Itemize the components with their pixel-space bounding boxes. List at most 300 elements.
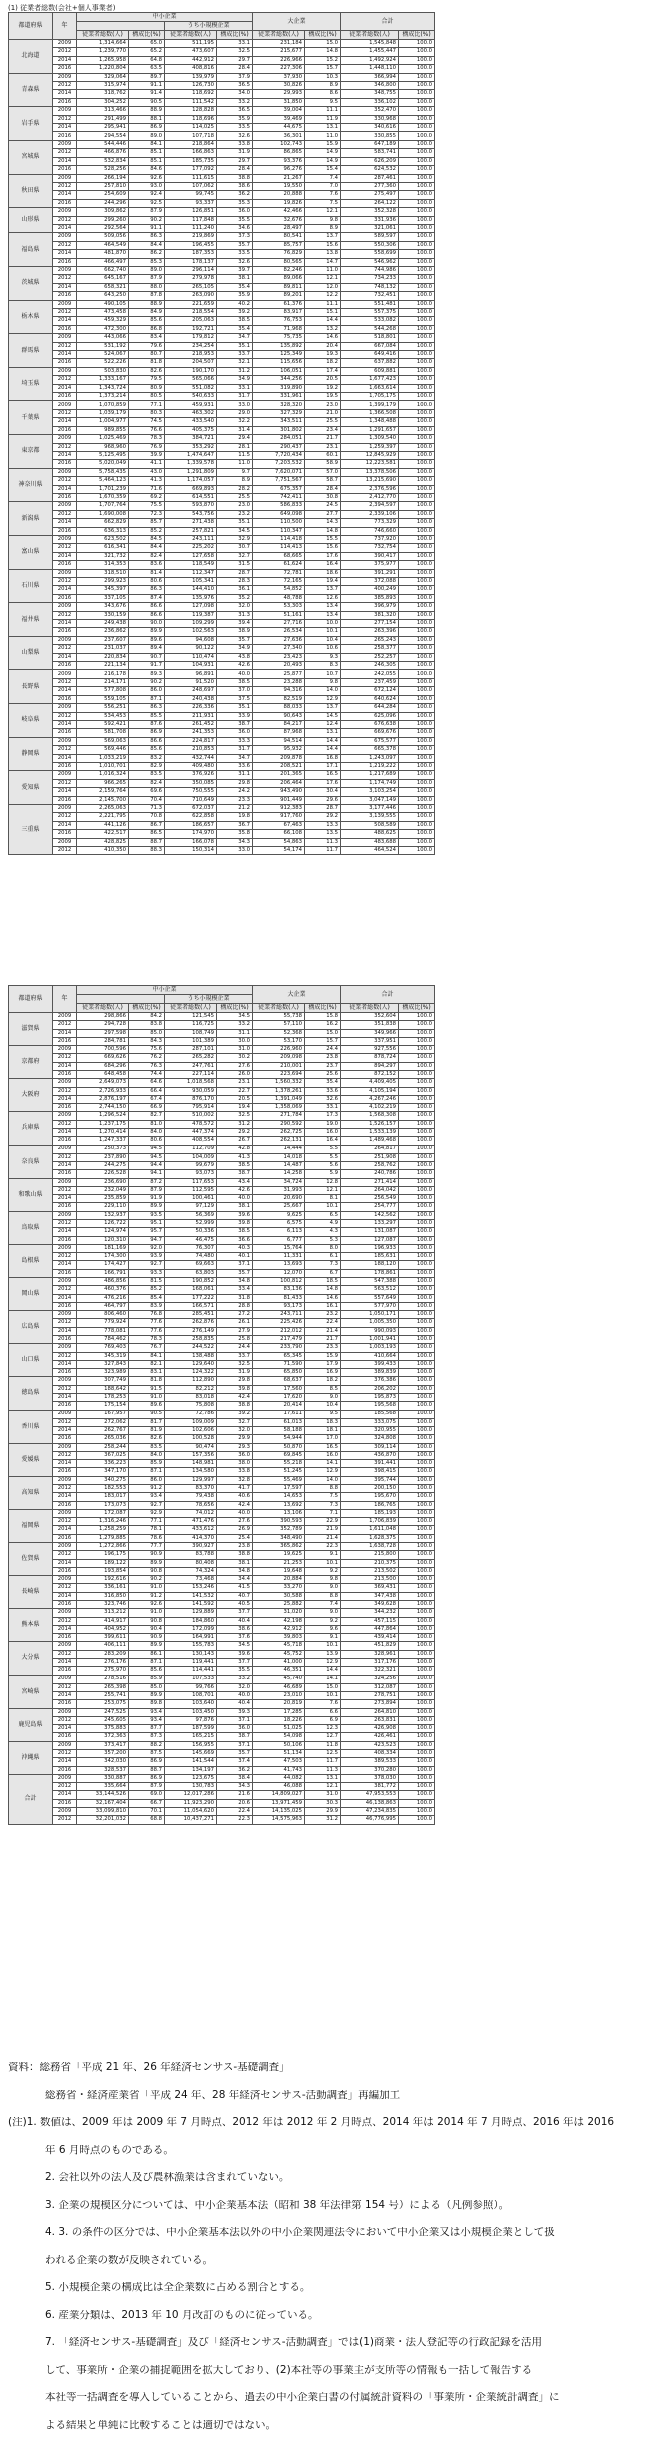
value-cell: 33.5 [217, 124, 253, 132]
table-row [9, 670, 435, 678]
value-cell: 7.3 [305, 1261, 341, 1269]
value-cell: 100.0 [399, 451, 435, 459]
value-cell: 215,800 [341, 1551, 399, 1559]
value-cell: 14,575,963 [253, 1816, 305, 1824]
year-cell: 2012 [53, 1319, 77, 1327]
value-cell: 426,908 [341, 1725, 399, 1733]
value-cell: 204,507 [165, 359, 217, 367]
value-cell: 96,276 [253, 166, 305, 174]
value-cell: 18.2 [305, 1377, 341, 1385]
year-cell: 2014 [53, 1128, 77, 1136]
value-cell: 1,270,414 [77, 1128, 129, 1136]
value-cell: 50,336 [165, 1228, 217, 1236]
value-cell: 100.0 [399, 1725, 435, 1733]
table-row [9, 300, 435, 308]
value-cell: 318,510 [77, 569, 129, 577]
value-cell: 100.0 [399, 813, 435, 821]
value-cell: 24.5 [305, 502, 341, 510]
value-cell: 126,851 [165, 208, 217, 216]
value-cell: 1,314,664 [77, 40, 129, 48]
value-cell: 473,607 [165, 48, 217, 56]
table-row [9, 1741, 435, 1749]
year-cell: 2012 [53, 779, 77, 787]
value-cell: 178,861 [341, 1269, 399, 1277]
value-cell: 42.6 [217, 662, 253, 670]
value-cell: 30.0 [217, 1037, 253, 1045]
value-cell: 210,375 [341, 1559, 399, 1567]
table-row [9, 586, 435, 594]
year-cell: 2012 [53, 1816, 77, 1824]
value-cell: 376,926 [165, 771, 217, 779]
value-cell: 328,320 [253, 401, 305, 409]
value-cell: 73,468 [165, 1576, 217, 1584]
value-cell: 24.2 [217, 788, 253, 796]
value-cell: 390,593 [253, 1518, 305, 1526]
value-cell: 265,398 [77, 1683, 129, 1691]
value-cell: 54,944 [253, 1435, 305, 1443]
value-cell: 466,876 [77, 149, 129, 157]
value-cell: 74,324 [165, 1567, 217, 1575]
value-cell: 17,285 [253, 1708, 305, 1716]
value-cell: 350,085 [165, 779, 217, 787]
value-cell: 644,284 [341, 704, 399, 712]
value-cell: 20.6 [217, 1799, 253, 1807]
value-cell: 183,017 [77, 1493, 129, 1501]
value-cell: 37.5 [217, 695, 253, 703]
year-cell: 2016 [53, 166, 77, 174]
value-cell: 100.0 [399, 578, 435, 586]
value-cell: 13.4 [305, 603, 341, 611]
pref-cell: 東京都 [9, 435, 53, 469]
value-cell: 38.5 [217, 678, 253, 686]
header-employees: 従業者総数(人) [341, 31, 399, 40]
value-cell: 46,689 [253, 1683, 305, 1691]
value-cell: 84.2 [129, 1013, 165, 1021]
value-cell: 7.5 [305, 199, 341, 207]
value-cell: 188,120 [341, 1261, 399, 1269]
value-cell: 328,961 [341, 1650, 399, 1658]
value-cell: 518,801 [341, 334, 399, 342]
value-cell: 29.8 [217, 779, 253, 787]
table-body [9, 40, 435, 855]
year-cell: 2014 [53, 1195, 77, 1203]
value-cell: 100.0 [399, 1783, 435, 1791]
value-cell: 90,643 [253, 712, 305, 720]
value-cell: 77.1 [129, 1518, 165, 1526]
value-cell: 295,941 [77, 124, 129, 132]
value-cell: 87.5 [129, 1750, 165, 1758]
value-cell: 1,237,175 [77, 1120, 129, 1128]
value-cell: 31.9 [217, 1369, 253, 1377]
value-cell: 22.4 [305, 1319, 341, 1327]
value-cell: 100.0 [399, 1013, 435, 1021]
table-row [9, 1145, 435, 1153]
value-cell: 18.3 [305, 1418, 341, 1426]
value-cell: 381,772 [341, 1783, 399, 1791]
value-cell: 31.2 [217, 367, 253, 375]
table-row [9, 1435, 435, 1443]
year-cell: 2009 [53, 174, 77, 182]
value-cell: 251,908 [341, 1153, 399, 1161]
value-cell: 127,087 [341, 1236, 399, 1244]
value-cell: 551,082 [165, 384, 217, 392]
value-cell: 33.2 [217, 1675, 253, 1683]
value-cell: 4,105,194 [341, 1087, 399, 1095]
value-cell: 524,067 [77, 351, 129, 359]
table-row [9, 334, 435, 342]
value-cell: 100.0 [399, 1079, 435, 1087]
value-cell: 636,313 [77, 527, 129, 535]
value-cell: 335,664 [77, 1783, 129, 1791]
value-cell: 38.7 [217, 720, 253, 728]
value-cell: 125,349 [253, 351, 305, 359]
table-row [9, 1128, 435, 1136]
value-cell: 26.1 [217, 1319, 253, 1327]
value-cell: 100.0 [399, 1335, 435, 1343]
value-cell: 14.6 [305, 334, 341, 342]
value-cell: 100.0 [399, 1153, 435, 1161]
table-row [9, 56, 435, 64]
value-cell: 37,930 [253, 73, 305, 81]
table-row [9, 40, 435, 48]
value-cell: 111,542 [165, 98, 217, 106]
value-cell: 84.4 [129, 241, 165, 249]
value-cell: 989,855 [77, 426, 129, 434]
value-cell: 100.0 [399, 1095, 435, 1103]
value-cell: 34.6 [217, 224, 253, 232]
value-cell: 540,633 [165, 393, 217, 401]
value-cell: 15.7 [305, 65, 341, 73]
value-cell: 234,254 [165, 342, 217, 350]
value-cell: 172,087 [77, 1509, 129, 1517]
value-cell: 1,272,866 [77, 1543, 129, 1551]
value-cell: 34.4 [217, 1576, 253, 1584]
value-cell: 104,931 [165, 662, 217, 670]
year-cell: 2012 [53, 645, 77, 653]
year-cell: 2016 [53, 359, 77, 367]
value-cell: 391,441 [341, 1460, 399, 1468]
value-cell: 100.0 [399, 670, 435, 678]
pref-cell: 和歌山県 [9, 1178, 53, 1211]
value-cell: 283,209 [77, 1650, 129, 1658]
value-cell: 917,760 [253, 813, 305, 821]
value-cell: 111,240 [165, 224, 217, 232]
value-cell: 2,376,596 [341, 485, 399, 493]
value-cell: 100.0 [399, 1650, 435, 1658]
value-cell: 31,850 [253, 98, 305, 106]
value-cell: 37.1 [217, 1716, 253, 1724]
value-cell: 15.1 [305, 309, 341, 317]
value-cell: 732,754 [341, 544, 399, 552]
value-cell: 248,697 [165, 687, 217, 695]
value-cell: 348,490 [253, 1534, 305, 1542]
value-cell: 156,955 [165, 1741, 217, 1749]
value-cell: 79,438 [165, 1493, 217, 1501]
value-cell: 100.0 [399, 1716, 435, 1724]
value-cell: 266,194 [77, 174, 129, 182]
table-row [9, 426, 435, 434]
value-cell: 41.7 [217, 1485, 253, 1493]
value-cell: 14.4 [305, 737, 341, 745]
year-cell: 2012 [53, 678, 77, 686]
value-cell: 737,920 [341, 535, 399, 543]
value-cell: 39.2 [217, 309, 253, 317]
value-cell: 112,595 [165, 1186, 217, 1194]
value-cell: 285,451 [165, 1311, 217, 1319]
value-cell: 7,203,532 [253, 460, 305, 468]
value-cell: 247,525 [77, 1708, 129, 1716]
value-cell: 1,628,375 [341, 1534, 399, 1542]
value-cell: 667,084 [341, 342, 399, 350]
value-cell: 5,464,123 [77, 477, 129, 485]
value-cell: 217,479 [253, 1335, 305, 1343]
value-cell: 117,848 [165, 216, 217, 224]
value-cell: 88.9 [129, 300, 165, 308]
year-cell: 2009 [53, 140, 77, 148]
year-cell: 2009 [53, 804, 77, 812]
value-cell: 254,777 [341, 1203, 399, 1211]
value-cell: 13.7 [305, 704, 341, 712]
value-cell: 175,154 [77, 1402, 129, 1410]
value-cell: 271,414 [341, 1178, 399, 1186]
value-cell: 35.9 [217, 292, 253, 300]
year-cell: 2009 [53, 1808, 77, 1816]
year-cell: 2012 [53, 1286, 77, 1294]
table-row [9, 1451, 435, 1459]
value-cell: 442,912 [165, 56, 217, 64]
value-cell: 6.7 [305, 1269, 341, 1277]
value-cell: 370,280 [341, 1766, 399, 1774]
value-cell: 255,741 [77, 1692, 129, 1700]
table-row [9, 796, 435, 804]
value-cell: 83.6 [129, 561, 165, 569]
value-cell: 32.0 [217, 1427, 253, 1435]
year-cell: 2016 [53, 1137, 77, 1145]
value-cell: 29.6 [305, 796, 341, 804]
year-cell: 2009 [53, 1145, 77, 1153]
value-cell: 100.0 [399, 1667, 435, 1675]
year-cell: 2012 [53, 376, 77, 384]
value-cell: 17,611 [253, 1410, 305, 1418]
table-row [9, 393, 435, 401]
value-cell: 14,653 [253, 1493, 305, 1501]
year-cell: 2012 [53, 149, 77, 157]
value-cell: 24.4 [305, 1046, 341, 1054]
employees-table-part1 [8, 12, 435, 855]
value-cell: 80,408 [165, 1559, 217, 1567]
value-cell: 87.1 [129, 1468, 165, 1476]
value-cell: 178,253 [77, 1393, 129, 1401]
value-cell: 17,560 [253, 1385, 305, 1393]
value-cell: 100.0 [399, 191, 435, 199]
value-cell: 106,051 [253, 367, 305, 375]
pref-cell: 福岡県 [9, 1509, 53, 1542]
table-row [9, 1228, 435, 1236]
value-cell: 1,560,332 [253, 1079, 305, 1087]
value-cell: 35.5 [217, 216, 253, 224]
value-cell: 29.2 [305, 813, 341, 821]
value-cell: 190,170 [165, 367, 217, 375]
value-cell: 57,110 [253, 1021, 305, 1029]
table-row [9, 1021, 435, 1029]
table-row [9, 1029, 435, 1037]
value-cell: 317,176 [341, 1658, 399, 1666]
value-cell: 14.7 [305, 258, 341, 266]
value-cell: 349,966 [341, 1029, 399, 1037]
pref-cell: 神奈川県 [9, 468, 53, 502]
value-cell: 315,974 [77, 82, 129, 90]
year-cell: 2014 [53, 351, 77, 359]
year-cell: 2012 [53, 813, 77, 821]
value-cell: 32.5 [217, 1360, 253, 1368]
value-cell: 1,545,848 [341, 40, 399, 48]
value-cell: 44,675 [253, 124, 305, 132]
table-row [9, 746, 435, 754]
value-cell: 100.0 [399, 1294, 435, 1302]
year-cell: 2009 [53, 569, 77, 577]
table-row [9, 1667, 435, 1675]
value-cell: 10.1 [305, 1642, 341, 1650]
value-cell: 89,066 [253, 275, 305, 283]
year-cell: 2009 [53, 1741, 77, 1749]
value-cell: 38.8 [217, 1551, 253, 1559]
year-cell: 2012 [53, 712, 77, 720]
value-cell: 1,003,193 [341, 1344, 399, 1352]
value-cell: 464,524 [341, 847, 399, 855]
value-cell: 83.8 [129, 1021, 165, 1029]
value-cell: 669,626 [77, 1054, 129, 1062]
value-cell: 102,563 [165, 628, 217, 636]
year-cell: 2012 [53, 48, 77, 56]
value-cell: 32.7 [217, 552, 253, 560]
value-cell: 25.8 [217, 1335, 253, 1343]
value-cell: 84,217 [253, 720, 305, 728]
value-cell: 21.4 [305, 1534, 341, 1542]
value-cell: 369,431 [341, 1584, 399, 1592]
value-cell: 273,894 [341, 1700, 399, 1708]
value-cell: 92.9 [129, 1509, 165, 1517]
value-cell: 87.9 [129, 275, 165, 283]
value-cell: 927,556 [341, 1046, 399, 1054]
value-cell: 103,640 [165, 1700, 217, 1708]
value-cell: 233,790 [253, 1344, 305, 1352]
value-cell: 391,291 [341, 569, 399, 577]
value-cell: 94,514 [253, 737, 305, 745]
table-row [9, 813, 435, 821]
value-cell: 240,438 [165, 695, 217, 703]
value-cell: 47,234,835 [341, 1808, 399, 1816]
header-employees: 従業者総数(人) [77, 31, 129, 40]
value-cell: 100.0 [399, 468, 435, 476]
value-cell: 263,090 [165, 292, 217, 300]
value-cell: 4,409,405 [341, 1079, 399, 1087]
value-cell: 80.9 [129, 384, 165, 392]
value-cell: 347,170 [77, 1468, 129, 1476]
value-cell: 81.9 [129, 1427, 165, 1435]
value-cell: 1,217,689 [341, 771, 399, 779]
year-cell: 2016 [53, 830, 77, 838]
value-cell: 378,030 [341, 1774, 399, 1782]
value-cell: 213,500 [341, 1576, 399, 1584]
year-cell: 2009 [53, 107, 77, 115]
value-cell: 13.8 [305, 250, 341, 258]
value-cell: 36.0 [217, 1725, 253, 1733]
value-cell: 534,453 [77, 712, 129, 720]
table-row [9, 367, 435, 375]
value-cell: 120,310 [77, 1236, 129, 1244]
value-cell: 33.6 [217, 762, 253, 770]
value-cell: 14.4 [305, 746, 341, 754]
value-cell: 34.7 [217, 334, 253, 342]
value-cell: 100.0 [399, 1046, 435, 1054]
table-row [9, 1634, 435, 1642]
value-cell: 264,810 [341, 1708, 399, 1716]
value-cell: 532,834 [77, 157, 129, 165]
value-cell: 100.0 [399, 1460, 435, 1468]
value-cell: 7,720,434 [253, 451, 305, 459]
value-cell: 262,725 [253, 1128, 305, 1136]
value-cell: 100.0 [399, 1244, 435, 1252]
value-cell: 47,953,553 [341, 1791, 399, 1799]
value-cell: 69,663 [165, 1261, 217, 1269]
value-cell: 135,892 [253, 342, 305, 350]
value-cell: 312,087 [341, 1683, 399, 1691]
value-cell: 522,226 [77, 359, 129, 367]
value-cell: 439,414 [341, 1634, 399, 1642]
value-cell: 1,001,941 [341, 1335, 399, 1343]
year-cell: 2012 [53, 443, 77, 451]
table-row [9, 762, 435, 770]
value-cell: 244,296 [77, 199, 129, 207]
value-cell: 488,625 [341, 830, 399, 838]
value-cell: 69.0 [129, 1791, 165, 1799]
value-cell: 557,375 [341, 309, 399, 317]
year-cell: 2009 [53, 233, 77, 241]
value-cell: 1,258,259 [77, 1526, 129, 1534]
value-cell: 100.0 [399, 443, 435, 451]
value-cell: 110,347 [253, 527, 305, 535]
value-cell: 357,200 [77, 1750, 129, 1758]
value-cell: 1,391,049 [253, 1095, 305, 1103]
value-cell: 36.1 [217, 586, 253, 594]
value-cell: 100.0 [399, 1145, 435, 1153]
value-cell: 23.3 [217, 796, 253, 804]
value-cell: 72,781 [253, 569, 305, 577]
value-cell: 21.9 [305, 1526, 341, 1534]
value-cell: 26.9 [217, 1526, 253, 1534]
value-cell: 77.6 [129, 1327, 165, 1335]
value-cell: 37.4 [217, 1758, 253, 1766]
value-cell: 166,078 [165, 838, 217, 846]
value-cell: 10.4 [305, 636, 341, 644]
value-cell: 210,853 [165, 746, 217, 754]
value-cell: 153,246 [165, 1584, 217, 1592]
note-line: 6. 産業分類は、2013 年 10 月改訂のものに従っている。 [8, 2310, 656, 2338]
year-cell: 2012 [53, 1352, 77, 1360]
table-row [9, 552, 435, 560]
value-cell: 9.0 [305, 1393, 341, 1401]
year-cell: 2014 [53, 224, 77, 232]
value-cell: 284,781 [77, 1037, 129, 1045]
value-cell: 28,497 [253, 224, 305, 232]
table-row [9, 704, 435, 712]
value-cell: 100.0 [399, 737, 435, 745]
value-cell: 100.0 [399, 1377, 435, 1385]
year-cell: 2012 [53, 182, 77, 190]
value-cell: 9.8 [305, 678, 341, 686]
value-cell: 69.2 [129, 493, 165, 501]
value-cell: 748,132 [341, 283, 399, 291]
